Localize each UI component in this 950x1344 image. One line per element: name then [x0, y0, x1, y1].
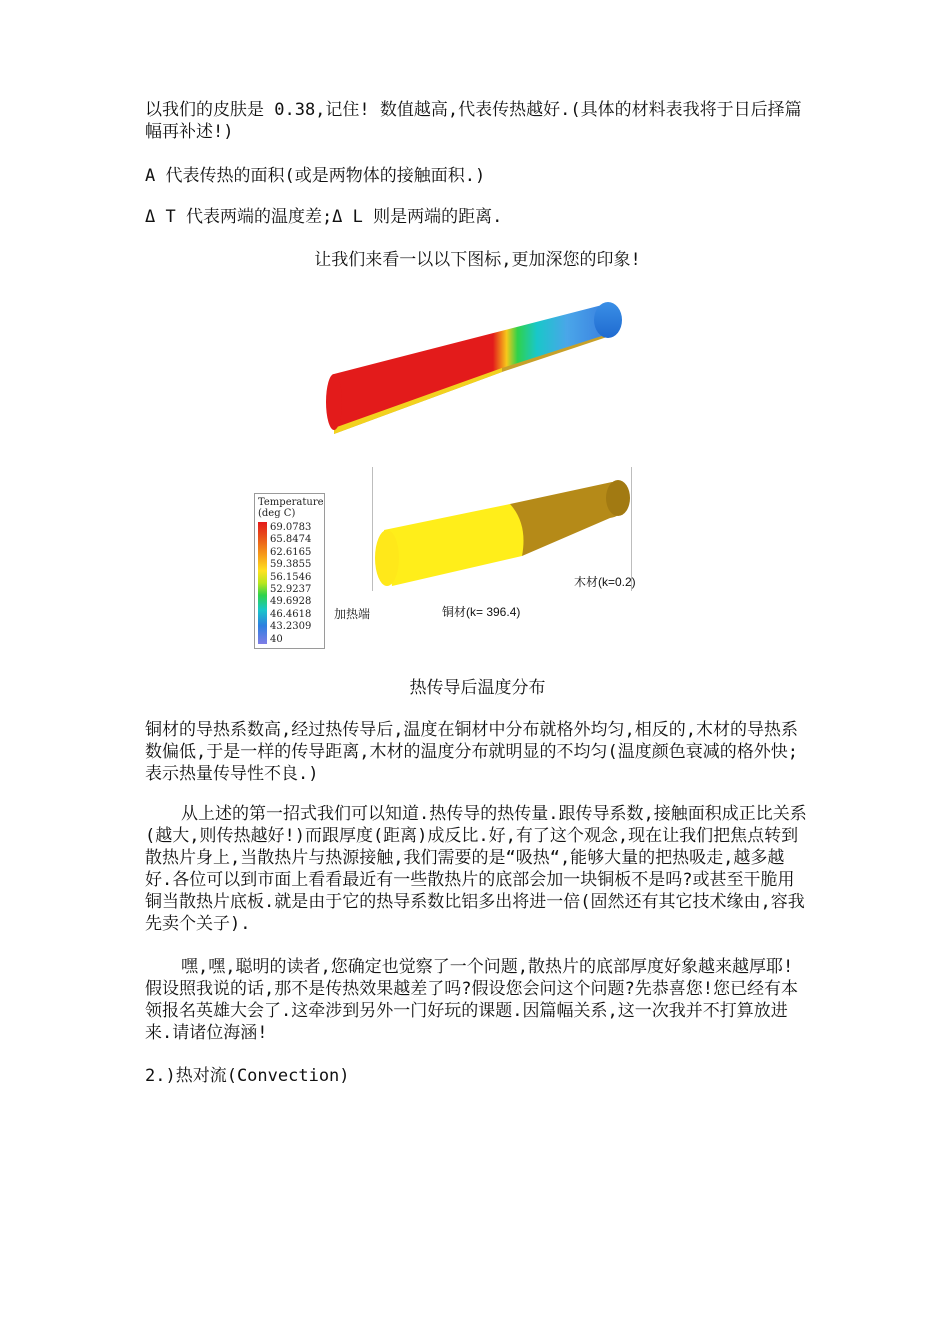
legend-value: 43.2309 [270, 621, 312, 633]
legend-title [258, 497, 324, 519]
rod-copper-cap [375, 530, 399, 586]
legend-color-bar [258, 522, 267, 644]
paragraph-heat-sink-base: 从上述的第一招式我们可以知道.热传导的热传量.跟传导系数,接触面积成正比关系(越大,则传热越好!)而跟厚度(距离)成反比.好,有了这个观念,现在让我们把焦点转到散热片身上,当散热片与热源接触,我们需要的是“吸热“,能够大量的把热吸走,越多越好.各位可以到市面上看看最近有一些散热片的底部会加一块铜板不是吗?或甚至干脆用铜当散热片底板.就是由于它的热导系数比铝多出将进一倍(固然还有其它技术缘由,容我先卖个关子). [145, 804, 807, 934]
paragraph-delta-definition: Δ T 代表两端的温度差;Δ L 则是两端的距离. [145, 207, 503, 227]
legend-title-line1: Temperature [258, 497, 324, 508]
figure-intro-line: 让我们来看一以以下图标,更加深您的印象! [314, 250, 641, 270]
paragraph-copper-vs-wood: 铜材的导热系数高,经过热传导后,温度在铜材中分布就格外均匀,相反的,木材的导热系数偏低,于是一样的传导距离,木材的温度分布就明显的不均匀(温度颜色衰减的格外快;表示热量传导性不良.) [145, 720, 798, 784]
label-wood: 木材(k=0.2) [574, 575, 636, 589]
label-copper: 铜材(k= 396.4) [442, 605, 521, 619]
temperature-legend [254, 493, 325, 649]
legend-values [270, 522, 322, 646]
material-rod-figure [372, 470, 630, 590]
legend-value: 52.9237 [270, 583, 312, 595]
legend-value: 65.8474 [270, 534, 312, 546]
legend-value: 40 [270, 633, 283, 645]
rod-left-cap [326, 374, 342, 430]
rod-right-cap [594, 302, 622, 338]
legend-value: 59.3855 [270, 559, 312, 571]
temperature-rod-figure [320, 292, 630, 438]
section-heading-convection: 2.)热对流(Convection) [145, 1066, 350, 1086]
figure-caption: 热传导后温度分布 [409, 678, 546, 698]
legend-value: 69.0783 [270, 522, 312, 533]
legend-value: 56.1546 [270, 571, 312, 583]
rod-body [334, 304, 608, 428]
rod-wood-cap [606, 480, 630, 516]
label-heated-end: 加热端 [334, 607, 371, 621]
rod-copper-segment [384, 504, 524, 586]
legend-value: 46.4618 [270, 608, 312, 620]
paragraph-reader-question: 嘿,嘿,聪明的读者,您确定也觉察了一个问题,散热片的底部厚度好象越来越厚耶!假设照我说的话,那不是传热效果越差了吗?假设您会问这个问题?先恭喜您!您已经有本领报名英雄大会了.这牵涉到另外一门好玩的课题.因篇幅关系,这一次我并不打算放进来.请诸位海涵! [145, 957, 798, 1043]
paragraph-skin-conductivity: 以我们的皮肤是 0.38,记住! 数值越高,代表传热越好.(具体的材料表我将于日后择篇幅再补述!) [145, 100, 802, 142]
paragraph-area-definition: A 代表传热的面积(或是两物体的接触面积.) [145, 166, 486, 186]
legend-value: 49.6928 [270, 596, 312, 608]
legend-value: 62.6165 [270, 546, 312, 558]
legend-title-line2: (deg C) [258, 508, 296, 519]
